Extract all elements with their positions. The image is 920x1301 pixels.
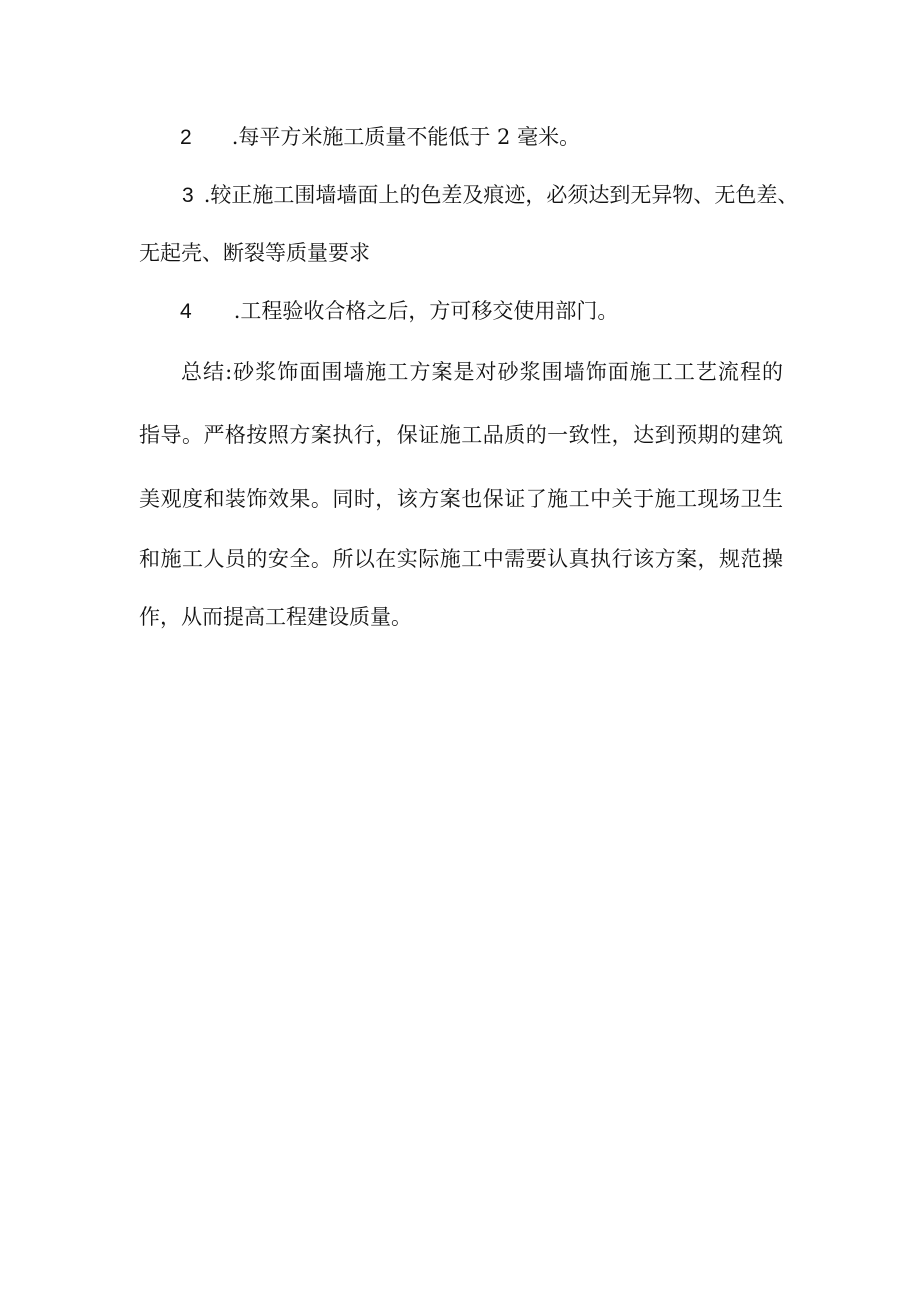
summary-line-1: 总结:砂浆饰面围墙施工方案是对砂浆围墙饰面施工工艺流程的 [181, 360, 783, 384]
item-text: .每平方米施工质量不能低于 2 毫米。 [231, 125, 581, 149]
summary-line-4: 和施工人员的安全。所以在实际施工中需要认真执行该方案，规范操 [139, 547, 783, 571]
summary-line-3: 美观度和装饰效果。同时，该方案也保证了施工中关于施工现场卫生 [139, 487, 783, 511]
item-number: 3 [182, 184, 194, 207]
summary-line-2: 指导。严格按照方案执行，保证施工品质的一致性，达到预期的建筑 [139, 423, 783, 447]
list-item-2 [180, 122, 580, 153]
item-text: .工程验收合格之后，方可移交使用部门。 [233, 299, 619, 323]
item-text: .较正施工围墙墙面上的色差及痕迹，必须达到无异物、无色差、 [203, 183, 799, 207]
list-item-3 [182, 180, 798, 211]
summary-line-5: 作，从而提高工程建设质量。 [139, 605, 412, 629]
item-number: 2 [180, 126, 192, 149]
list-item-3-continuation: 无起壳、断裂等质量要求 [139, 241, 370, 265]
list-item-4 [180, 296, 618, 327]
item-number: 4 [180, 300, 192, 323]
